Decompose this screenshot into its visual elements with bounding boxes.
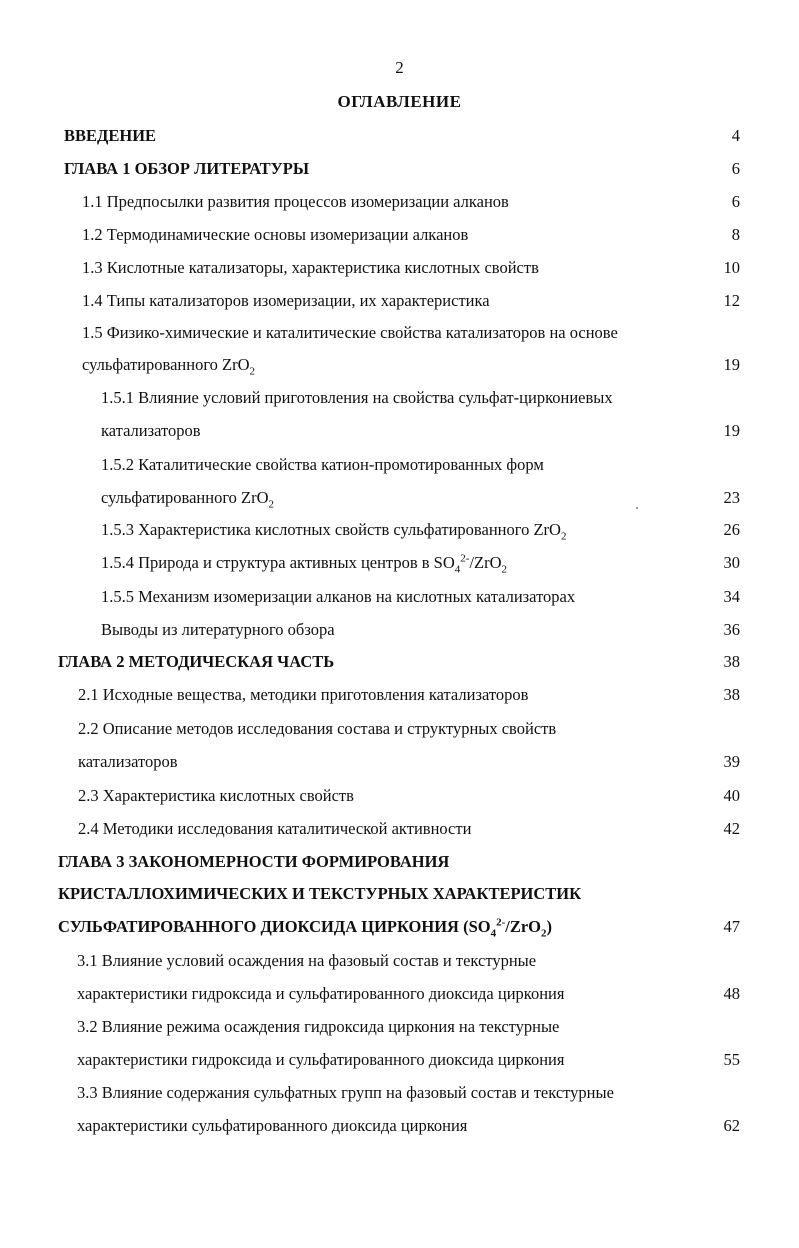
toc-entry-text: 1.3 Кислотные катализаторы, характеристика кислотных свойств xyxy=(82,258,539,277)
subscript: 2 xyxy=(560,530,567,543)
toc-entry-text: 1.4 Типы катализаторов изомеризации, их характеристика xyxy=(82,291,490,310)
toc-page-number: 40 xyxy=(723,786,740,805)
toc-entry-text xyxy=(101,552,507,574)
toc-page-number: 55 xyxy=(723,1050,740,1069)
toc-entry-text: ВВЕДЕНИЕ xyxy=(64,126,157,145)
toc-entry-text: 2.4 Методики исследования каталитической активности xyxy=(78,819,472,838)
toc-entry-text-continued: характеристики гидроксида и сульфатированного диоксида циркония xyxy=(77,1050,565,1069)
toc-entry-text: 3.3 Влияние содержания сульфатных групп на фазовый состав и текстурные xyxy=(77,1083,614,1102)
toc-page-number: 62 xyxy=(723,1116,740,1135)
toc-page-number: 38 xyxy=(723,685,740,704)
toc-entry-text: 2.2 Описание методов исследования состава и структурных свойств xyxy=(78,719,557,738)
text-fragment: 1.5.4 Природа и структура активных центров в SO xyxy=(101,553,455,572)
scan-speck xyxy=(636,507,638,509)
superscript: 2- xyxy=(496,916,506,929)
text-fragment: сульфатированного ZrO xyxy=(82,355,250,374)
toc-page-number: 47 xyxy=(723,917,740,936)
toc-page-number: 4 xyxy=(731,126,740,145)
toc-title: ОГЛАВЛЕНИЕ xyxy=(337,92,462,111)
toc-page-number: 30 xyxy=(723,553,740,572)
toc-entry-text: 1.5 Физико-химические и каталитические свойства катализаторов на основе xyxy=(82,323,618,342)
toc-page-number: 26 xyxy=(723,520,740,539)
toc-entry-text: 1.5.1 Влияние условий приготовления на свойства сульфат-циркониевых xyxy=(101,388,613,407)
text-fragment: 1.5.3 Характеристика кислотных свойств сульфатированного ZrO xyxy=(101,520,561,539)
toc-entry-text: ГЛАВА 2 МЕТОДИЧЕСКАЯ ЧАСТЬ xyxy=(58,652,335,671)
toc-entry-text-continued: КРИСТАЛЛОХИМИЧЕСКИХ И ТЕКСТУРНЫХ ХАРАКТЕРИСТИК xyxy=(58,884,582,903)
toc-entry-text-continued xyxy=(101,487,274,509)
superscript: 2- xyxy=(460,552,470,565)
toc-page-number: 6 xyxy=(731,159,740,178)
toc-entry-text: 1.2 Термодинамические основы изомеризации алканов xyxy=(82,225,469,244)
toc-entry-text: 1.5.5 Механизм изомеризации алканов на кислотных катализаторах xyxy=(101,587,576,606)
subscript: 2 xyxy=(268,498,275,511)
toc-page-number: 8 xyxy=(731,225,740,244)
toc-entry-text: ГЛАВА 3 ЗАКОНОМЕРНОСТИ ФОРМИРОВАНИЯ xyxy=(58,852,450,871)
subscript: 2 xyxy=(541,927,547,940)
toc-page-number: 42 xyxy=(723,819,740,838)
text-fragment: /ZrO xyxy=(505,917,542,936)
toc-page-number: 34 xyxy=(723,587,740,606)
toc-entry-text: 1.1 Предпосылки развития процессов изомеризации алканов xyxy=(82,192,509,211)
toc-entry-text-continued: характеристики сульфатированного диоксида циркония xyxy=(77,1116,468,1135)
toc-entry-text: 1.5.2 Каталитические свойства катион-промотированных форм xyxy=(101,455,544,474)
toc-page-number: 36 xyxy=(723,620,740,639)
toc-entry-text: 2.3 Характеристика кислотных свойств xyxy=(78,786,354,805)
toc-page-number: 19 xyxy=(723,355,740,374)
toc-page-number: 6 xyxy=(731,192,740,211)
toc-page-number: 10 xyxy=(723,258,740,277)
subscript: 4 xyxy=(454,563,461,576)
subscript: 4 xyxy=(490,927,497,940)
toc-entry-text: 2.1 Исходные вещества, методики приготовления катализаторов xyxy=(78,685,529,704)
subscript: 2 xyxy=(249,365,256,378)
page-number: 2 xyxy=(395,58,404,77)
toc-entry-text xyxy=(101,519,566,541)
toc-entry-text-continued: катализаторов xyxy=(101,421,201,440)
text-fragment: сульфатированного ZrO xyxy=(101,488,269,507)
toc-page-number: 19 xyxy=(723,421,740,440)
subscript: 2 xyxy=(501,563,508,576)
toc-page-number: 38 xyxy=(723,652,740,671)
toc-page-number: 48 xyxy=(723,984,740,1003)
toc-page-number: 39 xyxy=(723,752,740,771)
text-fragment: ) xyxy=(546,917,553,936)
toc-entry-text-continued xyxy=(82,354,255,376)
toc-entry-text: ГЛАВА 1 ОБЗОР ЛИТЕРАТУРЫ xyxy=(64,159,310,178)
text-fragment: /ZrO xyxy=(469,553,502,572)
toc-entry-text: Выводы из литературного обзора xyxy=(101,620,335,639)
toc-entry-text-continued xyxy=(58,916,552,938)
toc-entry-text-continued: катализаторов xyxy=(78,752,178,771)
text-fragment: СУЛЬФАТИРОВАННОГО ДИОКСИДА ЦИРКОНИЯ (SO xyxy=(58,917,491,936)
toc-entry-text: 3.1 Влияние условий осаждения на фазовый состав и текстурные xyxy=(77,951,537,970)
toc-page-number: 23 xyxy=(723,488,740,507)
toc-page-number: 12 xyxy=(723,291,740,310)
toc-entry-text: 3.2 Влияние режима осаждения гидроксида циркония на текстурные xyxy=(77,1017,560,1036)
toc-entry-text-continued: характеристики гидроксида и сульфатированного диоксида циркония xyxy=(77,984,565,1003)
